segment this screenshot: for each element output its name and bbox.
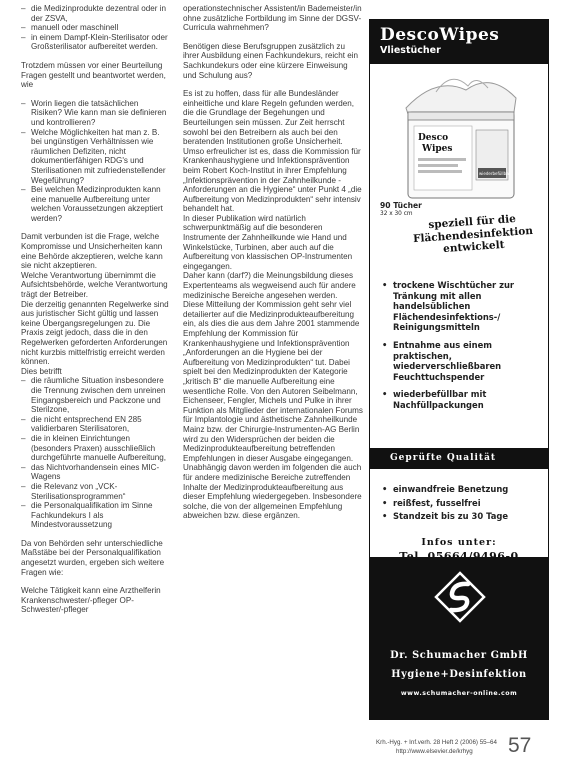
ad-header <box>370 20 548 64</box>
list-item: – das Nichtvorhandensein eines MIC-Wagens <box>21 463 169 482</box>
product-label-2: Wipes <box>422 144 453 154</box>
list-item: – die nicht entsprechend EN 285 validierbaren Sterilisatoren, <box>21 415 169 434</box>
bullet-list-3 <box>21 376 169 530</box>
advertisement <box>369 19 549 720</box>
paragraph: Benötigen diese Berufsgruppen zusätzlich zu ihrer Ausbildung einen Fachkundekurs, reicht ein Sachkundekurs oder eine kürzere Einweisung und Schulung aus? <box>183 41 359 80</box>
paragraph: Die derzeitig genannten Regelwerke sind aus juristischer Sicht gültig und lassen keine Übergangsregelungen zu. Die Praxis zeigt jedoch, dass die in den Regelwerken geforderten Anforderungen nicht kurzbis mittelfristig erreicht werden können. <box>21 299 169 367</box>
list-item: – die Personalqualifikation im Sinne Fachkundekurs I als Mindestvoraussetzung <box>21 501 169 530</box>
quality-item: • einwandfreie Benetzung <box>370 484 550 495</box>
article-column-1 <box>21 4 169 624</box>
promo-headline: speziell für die Flächendesinfektion entwickelt <box>412 212 534 256</box>
ad-subtitle: Vliestücher <box>380 45 441 56</box>
product-bucket-image <box>396 68 526 204</box>
pack-count: 90 Tücher <box>380 201 422 210</box>
paragraph: Damit verbunden ist die Frage, welche Kompromisse und Unsicherheiten kann eine Behörde akzeptieren, welche kann sie nicht akzeptieren. <box>21 232 163 271</box>
paragraph: Umso erfreulicher ist es, dass die Kommission für Krankenhaushygiene und Infektionsprävention beim Robert Koch-Institut in ihrer Empfehlung „Infektionsprävention in der Zahnheilkunde -Anforderungen an die Hygiene“ unter Punkt 4 „die Aufbereitung von Medizinprodukten“ sehr intensiv behandelt hat. <box>183 146 362 214</box>
list-item: – die Relevanz von „VCK-Sterilisationsprogrammen“ <box>21 482 169 501</box>
journal-url: http://www.elsevier.de/krhyg <box>396 748 473 755</box>
feature-list <box>370 280 550 418</box>
feature-item: • Entnahme aus einem praktischen, wiederverschließbaren Feuchttuchspender <box>370 340 550 382</box>
paragraph: Dies betrifft <box>21 366 62 376</box>
list-item: – manuell oder maschinell <box>21 23 169 33</box>
list-item: – die Medizinprodukte dezentral oder in der ZSVA, <box>21 4 169 23</box>
list-item: – die räumliche Situation insbesondere die Trennung zwischen dem unreinen Eingangsbereich und Packzone und Sterilzone, <box>21 376 169 414</box>
bullet-list-1 <box>21 4 169 52</box>
bullet-list-2 <box>21 99 169 224</box>
ad-brand: DescoWipes <box>380 25 500 45</box>
paragraph: Daher kann (darf?) die Meinungsbildung dieses Expertenteams als wegweisend auch für andere medizinische Bereiche angesehen werden. <box>183 271 356 300</box>
list-item: – die in kleinen Einrichtungen (besonders Praxen) ausschließlich durchgeführte manuelle Aufbereitung, <box>21 434 169 463</box>
list-item: – Welche Möglichkeiten hat man z. B. bei ungünstigen Verhältnissen wie räumlichen Defiziten, nicht dokumentierfähigen RDG's und Sterilisationen mit zufriedenstellender Wegeführung? <box>21 128 169 186</box>
quality-item: • Standzeit bis zu 30 Tage <box>370 511 550 522</box>
product-label-1: Desco <box>418 133 449 143</box>
quality-heading: Geprüfte Qualität <box>370 448 548 469</box>
paragraph: Welche Tätigkeit kann eine Arzthelferin Krankenschwester/-pfleger OP-Schwester/-pfleger <box>21 586 161 615</box>
page-number: 57 <box>508 734 532 757</box>
journal-citation: Krh.-Hyg. + Inf.verh. 28 Heft 2 (2006) 55–64 <box>376 739 497 746</box>
paragraph: Welche Verantwortung übernimmt die Aufsichtsbehörde, welche Verantwortung trägt der Betreiber. <box>21 270 168 300</box>
feature-item: • trockene Wischtücher zur Tränkung mit allen handelsüblichen Flächendesinfektions-/ Reinigungsmitteln <box>370 280 550 333</box>
feature-item: • wiederbefüllbar mit Nachfüllpackungen <box>370 389 550 410</box>
quality-list <box>370 484 550 525</box>
article-column-2 <box>183 4 363 521</box>
list-item: – Worin liegen die tatsächlichen Risiken? Wie kann man sie definieren und kontrollieren? <box>21 99 169 128</box>
company-name: Dr. Schumacher GmbH <box>390 650 528 661</box>
company-block <box>370 557 548 719</box>
company-tagline: Hygiene+Desinfektion <box>391 669 527 680</box>
company-website: www.schumacher-online.com <box>400 690 518 697</box>
paragraph: Da von Behörden sehr unterschiedliche Maßstäbe bei der Personalqualifikation angesetzt wurden, ergeben sich weitere Fragen wie: <box>21 538 165 577</box>
list-item: – in einem Dampf-Klein-Sterilisator oder Großsterilisator aufbereitet werden. <box>21 33 169 52</box>
paragraph: In dieser Publikation wird natürlich schwerpunktmäßig auf die besonderen Instrumente der Zahnheilkunde wie Hand und Winkelstücke, Turbinen, aber auch auf die Aufbereitung von klassischen OP-Instrumenten eingegangen. <box>183 213 353 271</box>
paragraph: Trotzdem müssen vor einer Beurteilung Fragen gestellt und beantwortet werden, wie <box>21 60 166 90</box>
pack-size: 32 x 30 cm <box>380 211 413 217</box>
paragraph: Diese Mitteilung der Kommission geht sehr viel detailierter auf die Medizinprodukteaufbereitung ein, als dies die aus dem Jahre 2001 stammende Empfehlung der Kommission für Krankenhaushygiene und Infektionsprävention „Anforderungen an die Hygiene bei der Aufbereitung von Medizinprodukten“ tut. Dabei spielt bei den Medizinprodukten der Kategorie „kritisch B“ die manuelle Aufbereitung eine wesentliche Rolle. Von den Autoren Seibelmann, Eichenseer, Fengler, Michels und Pulke in ihrer Funktion als Mitglieder der internationalen Forums für Implantologie und ästhetische Zahnheilkunde Mainz bzw. der Chirurgie-Instrumenten-AG Berlin wird zu den Widersprüchen der beiden die Medizinprodukteaufbereitung betreffenden Empfehlungen in dieser Ausgabe eingegangen. Unabhängig davon werden im folgenden die auch für andere medizinische Bereiche zutreffenden Inhalte der Medizinprodukteaufbereitung aus dieser Empfehlung wiedergegeben. Insbesondere solche, die von der allgemeinen Empfehlung abweichen bzw. diese ergänzen. <box>183 300 363 521</box>
info-label: Infos unter: <box>421 537 497 548</box>
product-sticker: wiederbefüllbar <box>479 171 511 176</box>
quality-item: • reißfest, fusselfrei <box>370 498 550 509</box>
paragraph: Es ist zu hoffen, dass für alle Bundesländer einheitliche und klare Regeln gefunden werden, die die Grundlage der Begehungen und Beurteilungen sein müssen. Zur Zeit herrscht sowohl bei den Betreibern als auch bei den beratenden Institutionen große Unsicherheit. <box>183 89 354 147</box>
pack-info <box>380 201 422 219</box>
company-logo-icon <box>434 571 486 623</box>
list-item: – Bei welchen Medizinprodukten kann eine manuelle Aufbereitung unter welchen Voraussetzungen akzeptiert werden? <box>21 185 169 223</box>
paragraph: operationstechnischer Assistent/in Bademeister/in ohne zusätzliche Fortbildung im Sinne der DGSV-Curricula wahrnehmen? <box>183 4 362 33</box>
